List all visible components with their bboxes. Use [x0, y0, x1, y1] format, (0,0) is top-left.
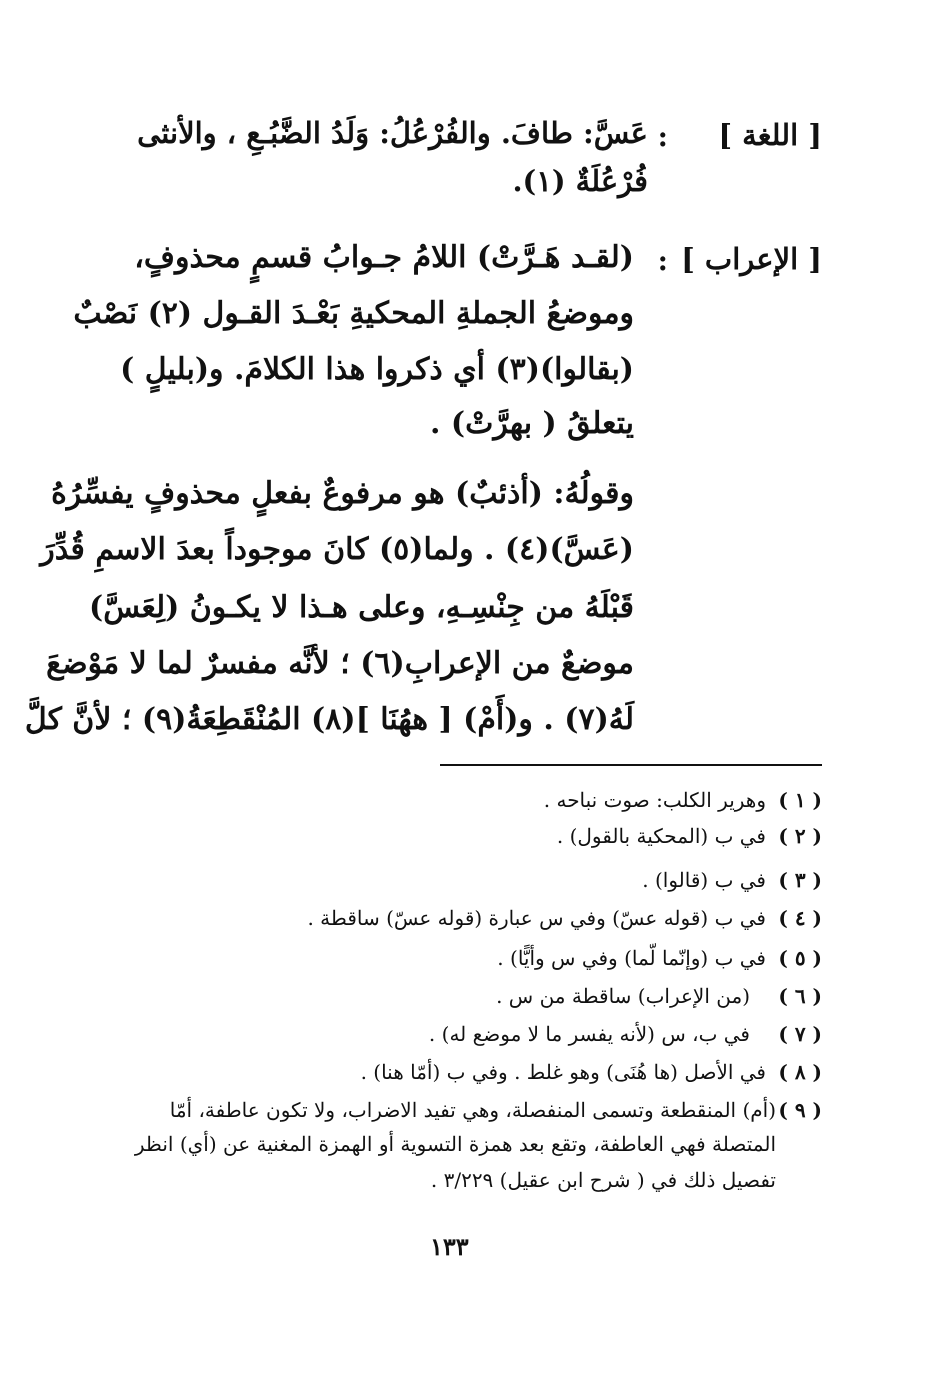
footnote-7	[122, 1022, 822, 1052]
text-line: (لقـد هَـرَّتْ) اللامُ جـوابُ قسمٍ محذوفٍ،	[134, 240, 634, 275]
footnote-8	[122, 1060, 822, 1090]
footnote-text: وهرير الكلب: صوت نباحه .	[543, 788, 766, 812]
footnote-9	[122, 1098, 822, 1198]
footnote-text: (أم) المنقطعة وتسمى المنفصلة، وهي تفيد الاضراب، ولا تكون عاطفة، أمّا	[169, 1098, 776, 1122]
footnote-number: ( ٥ )	[778, 946, 822, 970]
footnote-4	[122, 906, 822, 936]
footnote-text: في ب (قوله عسّ) وفي س عبارة (قوله عسّ) ساقطة .	[307, 906, 766, 930]
footnote-text: في ب (قالوا) .	[642, 868, 766, 892]
footnote-text: في ب (وإنّما لّما) وفي س وأيًّا) .	[497, 946, 766, 970]
footnote-2	[122, 824, 822, 854]
text-line: لَهُ(٧) . و(أَمْ) [ ههُنَا ](٨) المُنْقَطِعَةُ(٩) ؛ لأنَّ كلَّ	[24, 702, 634, 737]
section-body-irab	[73, 240, 634, 441]
main-paragraph	[24, 476, 634, 756]
footnote-5	[122, 946, 822, 976]
text-line: وقولُهُ: (أذئبٌ) هو مرفوعٌ بفعلٍ محذوفٍ يفسِّرُهُ	[51, 476, 634, 511]
footnote-number: ( ٨ )	[778, 1060, 822, 1084]
text-line: موضعٌ من الإعرابِ(٦) ؛ لأنَّه مفسرٌ لما لا مَوْضعَ	[46, 646, 634, 681]
footnote-number: ( ٦ )	[778, 984, 822, 1008]
footnote-number: ( ٣ )	[778, 868, 822, 892]
footnote-text: في ب (المحكية بالقول) .	[556, 824, 766, 848]
footnote-number: ( ٩ )	[778, 1098, 822, 1122]
page-number: ١٣٣	[430, 1232, 469, 1261]
section-label-lugha: [ اللغة ]	[718, 118, 822, 152]
footnote-text: تفصيل ذلك في ( شرح ابن عقيل) ٣/٢٢٩ .	[430, 1168, 776, 1192]
footnote-divider	[440, 764, 822, 766]
footnote-text: في ب، س (لأنه يفسر ما لا موضع له) .	[428, 1022, 750, 1046]
footnote-text: في الأصل (ها هُنَى) وهو غلط . وفي ب (أمّا هنا) .	[360, 1060, 766, 1084]
footnote-3	[122, 868, 822, 898]
text-line: (عَسَّ)(٤) . ولما(٥) كانَ موجوداً بعدَ الاسمِ قُدِّرَ	[40, 532, 634, 567]
text-line: عَسَّ: طافَ. والفُرْعُلُ: وَلَدُ الضَّبُـعِ ، والأنثى	[137, 116, 648, 150]
section-colon-lugha: :	[657, 120, 668, 153]
footnote-text: (من الإعراب) ساقطة من س .	[496, 984, 750, 1008]
footnote-number: ( ٢ )	[778, 824, 822, 848]
text-line: فُرْعُلَةٌ (١).	[512, 164, 648, 198]
footnote-text: المتصلة فهي العاطفة، وتقع بعد همزة التسوية أو الهمزة المغنية عن (أي) انظر	[134, 1132, 776, 1156]
section-label-irab: [ الإعراب ]	[681, 242, 822, 276]
text-line: وموضعُ الجملةِ المحكيةِ بَعْـدَ القـول (٢) نَصْبٌ	[73, 296, 634, 331]
footnote-6	[122, 984, 822, 1014]
footnote-number: ( ٤ )	[778, 906, 822, 930]
footnote-1	[122, 788, 822, 818]
footnote-number: ( ١ )	[778, 788, 822, 812]
section-body-lugha	[128, 116, 648, 216]
text-line: قَبْلَهُ من جِنْسِـهِ، وعلى هـذا لا يكـونُ (لِعَسَّ)	[89, 590, 634, 625]
section-colon-irab: :	[657, 244, 668, 277]
text-line: يتعلقُ ( بهرَّتْ) .	[430, 406, 634, 441]
footnote-number: ( ٧ )	[778, 1022, 822, 1046]
text-line: (بقالوا)(٣) أي ذكروا هذا الكلامَ. و(بليلٍ )	[120, 352, 634, 387]
